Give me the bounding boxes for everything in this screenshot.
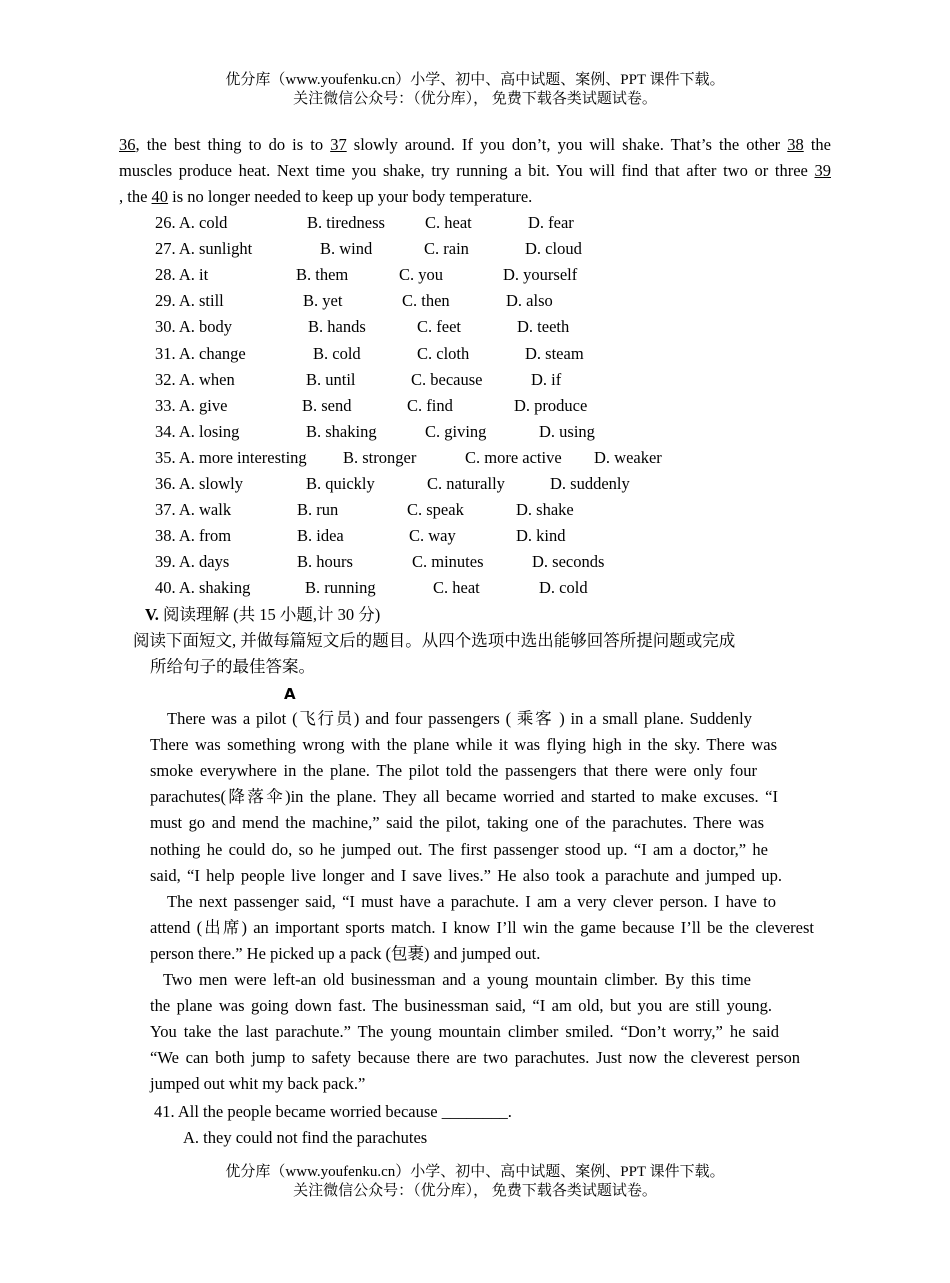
question-number: 36. — [155, 474, 176, 493]
question-number: 33. — [155, 395, 176, 415]
option-c: C. rain — [424, 239, 469, 259]
option-b: B. yet — [303, 291, 343, 311]
option-a: 31. A. change — [155, 343, 246, 363]
question-number: 32. — [155, 369, 176, 389]
option-c: C. because — [411, 369, 483, 389]
option-d: D. cloud — [525, 239, 582, 259]
option-b: B. send — [302, 395, 352, 415]
passage-line: must go and mend the machine,” said the pilot, taking one of the parachutes. There was — [150, 813, 764, 833]
option-d: D. cold — [539, 578, 588, 598]
option-d: D. seconds — [532, 552, 605, 572]
option-b: B. run — [297, 500, 339, 520]
option-a: 27. A. sunlight — [155, 239, 253, 259]
option-b: B. idea — [297, 526, 344, 546]
question-number: 35. — [155, 447, 176, 467]
option-b: B. shaking — [306, 421, 377, 441]
question-41-option-a: A. they could not find the parachutes — [183, 1128, 428, 1147]
header-line-2: 关注微信公众号：（优分库）， 免费下载各类试题试卷。 — [293, 91, 657, 107]
passage-line: person there.” He picked up a pack (包裹) and jumped out. — [150, 943, 541, 963]
option-d: D. using — [539, 421, 595, 441]
option-d: D. shake — [516, 500, 574, 520]
option-c: C. speak — [407, 500, 464, 520]
option-a: 36. A. slowly — [155, 474, 244, 493]
section-5-instruction-1: 阅读下面短文, 并做每篇短文后的题目。从四个选项中选出能够回答所提问题或完成 — [133, 631, 736, 650]
option-d: D. teeth — [517, 317, 570, 337]
question-number: 38. — [155, 526, 176, 546]
passage-line: the plane was going down fast. The businessman said, “I am old, but you are still young. — [150, 996, 772, 1016]
option-b: B. cold — [313, 343, 361, 363]
cloze-line-2: muscles produce heat. Next time you shake, try running a bit. You will find that after two or three 39 — [119, 161, 831, 180]
option-d: D. if — [531, 369, 562, 389]
option-c: C. then — [402, 291, 450, 311]
option-b: B. tiredness — [307, 213, 385, 232]
question-number: 40. — [155, 578, 176, 598]
option-a: 40. A. shaking — [155, 578, 251, 598]
footer-line-2: 关注微信公众号：（优分库）， 免费下载各类试题试卷。 — [293, 1183, 657, 1199]
header-line-1: 优分库（www.youfenku.cn）小学、初中、高中试题、案例、PPT 课件下载。 — [225, 72, 725, 88]
option-b: B. wind — [320, 239, 373, 259]
blank-39: 39 — [814, 161, 831, 180]
option-b: B. hours — [297, 552, 353, 572]
option-d: D. kind — [516, 526, 566, 546]
option-a: 38. A. from — [155, 526, 232, 546]
option-c: C. minutes — [412, 552, 484, 572]
option-d: D. fear — [528, 213, 574, 232]
option-b: B. hands — [308, 317, 366, 337]
option-b: B. until — [306, 369, 356, 389]
question-number: 37. — [155, 500, 176, 520]
passage-line: There was a pilot (飞行员) and four passengers ( 乘客 ) in a small plane. Suddenly — [167, 709, 752, 728]
option-d: D. steam — [525, 343, 584, 363]
section-5-instruction-2: 所给句子的最佳答案。 — [150, 657, 315, 676]
question-number: 27. — [155, 239, 176, 259]
option-c: C. giving — [425, 421, 487, 441]
option-a: 34. A. losing — [155, 421, 240, 441]
question-number: 39. — [155, 552, 176, 572]
option-a: 29. A. still — [155, 291, 224, 311]
option-d: D. weaker — [594, 447, 662, 467]
option-d: D. suddenly — [550, 474, 630, 493]
option-a: 35. A. more interesting — [155, 447, 307, 467]
option-d: D. also — [506, 291, 553, 311]
question-number: 26. — [155, 213, 176, 232]
passage-line: The next passenger said, “I must have a parachute. I am a very clever person. I have to — [167, 891, 776, 911]
option-a: 32. A. when — [155, 369, 235, 389]
question-41-stem: 41. All the people became worried because ________. — [154, 1102, 512, 1121]
passage-line: smoke everywhere in the plane. The pilot told the passengers that there were only four — [150, 761, 757, 781]
option-a: 37. A. walk — [155, 500, 232, 520]
question-number: 29. — [155, 291, 176, 311]
passage-label: A — [284, 685, 296, 703]
blank-36: 36 — [119, 135, 136, 154]
question-number: 31. — [155, 343, 176, 363]
option-b: B. them — [296, 265, 349, 285]
blank-38: 38 — [787, 135, 804, 154]
option-c: C. way — [409, 526, 456, 546]
question-number: 30. — [155, 317, 176, 337]
option-d: D. produce — [514, 395, 588, 415]
passage-line: said, “I help people live longer and I save lives.” He also took a parachute and jumped up. — [150, 865, 782, 885]
option-c: C. naturally — [427, 474, 505, 493]
passage-line: You take the last parachute.” The young mountain climber smiled. “Don’t worry,” he said — [150, 1022, 779, 1042]
question-number: 28. — [155, 265, 176, 285]
option-c: C. cloth — [417, 343, 470, 363]
option-a: 39. A. days — [155, 552, 230, 572]
passage-line: Two men were left-an old businessman and a young mountain climber. By this time — [163, 970, 751, 989]
cloze-line-1: 36, the best thing to do is to 37 slowly around. If you don’t, you will shake. That’s the other 38 the — [119, 135, 831, 154]
passage-line: There was something wrong with the plane while it was flying high in the sky. There was — [150, 735, 777, 755]
option-c: C. more active — [465, 447, 562, 467]
option-b: B. stronger — [343, 447, 417, 467]
option-d: D. yourself — [503, 265, 578, 285]
option-c: C. you — [399, 265, 444, 285]
option-b: B. running — [305, 578, 376, 598]
option-c: C. find — [407, 395, 453, 415]
question-number: 34. — [155, 421, 176, 441]
option-c: C. heat — [433, 578, 480, 598]
passage-line: “We can both jump to safety because there are two parachutes. Just now the cleverest person — [150, 1048, 800, 1068]
option-a: 30. A. body — [155, 317, 233, 337]
blank-37: 37 — [330, 135, 347, 154]
footer-line-1: 优分库（www.youfenku.cn）小学、初中、高中试题、案例、PPT 课件下载。 — [225, 1164, 725, 1180]
cloze-line-3: , the 40 is no longer needed to keep up your body temperature. — [119, 187, 533, 206]
blank-40: 40 — [151, 187, 169, 206]
option-a: 28. A. it — [155, 265, 209, 285]
passage-line: nothing he could do, so he jumped out. The first passenger stood up. “I am a doctor,” he — [150, 839, 768, 859]
passage-line: attend (出席) an important sports match. I know I’ll win the game because I’ll be the cleverest — [150, 917, 814, 937]
passage-line: jumped out whit my back pack.” — [150, 1074, 366, 1094]
option-c: C. feet — [417, 317, 461, 337]
passage-line: parachutes(降落伞)in the plane. They all became worried and started to make excuses. “I — [150, 787, 778, 807]
option-b: B. quickly — [306, 474, 375, 493]
option-a: 33. A. give — [155, 395, 228, 415]
option-c: C. heat — [425, 213, 472, 232]
section-5-title: V. 阅读理解 (共 15 小题,计 30 分) — [145, 605, 381, 624]
option-a: 26. A. cold — [155, 213, 228, 232]
